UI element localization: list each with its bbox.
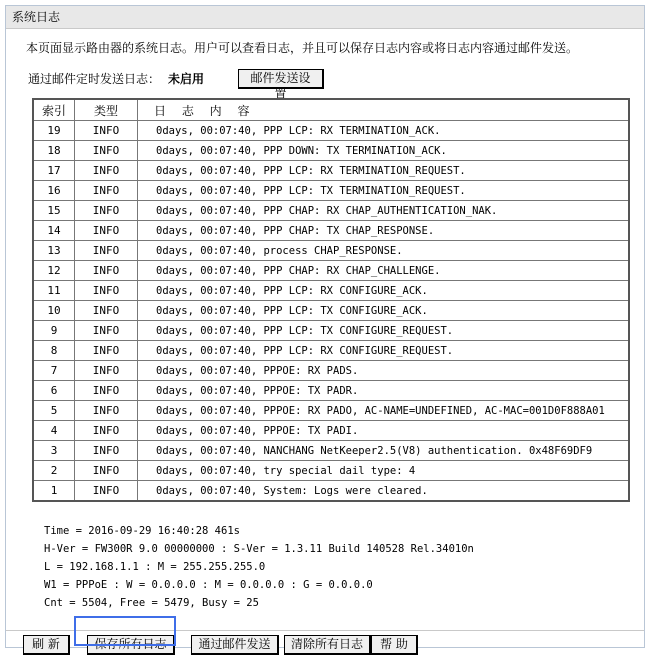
- system-time: Time = 2016-09-29 16:40:28 461s: [44, 525, 240, 537]
- log-index: 16: [33, 181, 75, 201]
- log-row: [33, 321, 629, 341]
- log-type: INFO: [75, 121, 138, 141]
- log-type: INFO: [75, 441, 138, 461]
- log-message: 0days, 00:07:40, PPP DOWN: TX TERMINATION_ACK.: [138, 141, 630, 161]
- log-row: [33, 461, 629, 481]
- log-type: INFO: [75, 461, 138, 481]
- log-type: INFO: [75, 261, 138, 281]
- log-message: 0days, 00:07:40, process CHAP_RESPONSE.: [138, 241, 630, 261]
- system-version: H-Ver = FW300R 9.0 00000000 : S-Ver = 1.3.11 Build 140528 Rel.34010n: [44, 543, 474, 555]
- email-schedule-row: [28, 68, 311, 101]
- log-row: [33, 141, 629, 161]
- log-index: 17: [33, 161, 75, 181]
- log-message: 0days, 00:07:40, try special dail type: 4: [138, 461, 630, 481]
- log-table-body: [33, 121, 629, 502]
- send-email-button[interactable]: 通过邮件发送: [191, 635, 279, 655]
- log-type: INFO: [75, 161, 138, 181]
- log-message: 0days, 00:07:40, PPP CHAP: RX CHAP_AUTHENTICATION_NAK.: [138, 201, 630, 221]
- log-row: [33, 481, 629, 502]
- system-info: [44, 522, 474, 612]
- refresh-button[interactable]: 刷 新: [23, 635, 70, 655]
- log-row: [33, 361, 629, 381]
- log-type: INFO: [75, 241, 138, 261]
- email-schedule-status: 未启用: [168, 72, 205, 86]
- log-row: [33, 181, 629, 201]
- log-message: 0days, 00:07:40, PPP LCP: RX TERMINATION_REQUEST.: [138, 161, 630, 181]
- log-index: 5: [33, 401, 75, 421]
- log-type: INFO: [75, 321, 138, 341]
- log-type: INFO: [75, 401, 138, 421]
- log-row: [33, 301, 629, 321]
- log-message: 0days, 00:07:40, System: Logs were cleared.: [138, 481, 630, 502]
- log-type: INFO: [75, 341, 138, 361]
- system-wan: W1 = PPPoE : W = 0.0.0.0 : M = 0.0.0.0 : G = 0.0.0.0: [44, 579, 373, 591]
- log-type: INFO: [75, 181, 138, 201]
- log-row: [33, 401, 629, 421]
- log-message: 0days, 00:07:40, NANCHANG NetKeeper2.5(V8) authentication. 0x48F69DF9: [138, 441, 630, 461]
- log-message: 0days, 00:07:40, PPP LCP: RX TERMINATION_ACK.: [138, 121, 630, 141]
- log-row: [33, 221, 629, 241]
- log-message: 0days, 00:07:40, PPPOE: TX PADR.: [138, 381, 630, 401]
- log-type: INFO: [75, 361, 138, 381]
- log-index: 15: [33, 201, 75, 221]
- log-type: INFO: [75, 201, 138, 221]
- log-type: INFO: [75, 381, 138, 401]
- log-type: INFO: [75, 301, 138, 321]
- page-description: 本页面显示路由器的系统日志。用户可以查看日志，并且可以保存日志内容或将日志内容通过邮件发送。: [26, 41, 579, 55]
- log-index: 10: [33, 301, 75, 321]
- action-bar: [6, 630, 644, 650]
- log-index: 8: [33, 341, 75, 361]
- save-all-logs-button[interactable]: 保存所有日志: [87, 635, 175, 655]
- log-row: [33, 241, 629, 261]
- log-message: 0days, 00:07:40, PPP LCP: RX CONFIGURE_ACK.: [138, 281, 630, 301]
- log-message: 0days, 00:07:40, PPP CHAP: TX CHAP_RESPONSE.: [138, 221, 630, 241]
- log-index: 9: [33, 321, 75, 341]
- log-row: [33, 261, 629, 281]
- system-memory: Cnt = 5504, Free = 5479, Busy = 25: [44, 597, 259, 609]
- log-table: [32, 98, 630, 502]
- log-message: 0days, 00:07:40, PPPOE: TX PADI.: [138, 421, 630, 441]
- log-index: 3: [33, 441, 75, 461]
- log-message: 0days, 00:07:40, PPP LCP: TX CONFIGURE_ACK.: [138, 301, 630, 321]
- log-index: 11: [33, 281, 75, 301]
- log-type: INFO: [75, 221, 138, 241]
- log-table-header: [33, 99, 629, 121]
- log-row: [33, 441, 629, 461]
- log-row: [33, 381, 629, 401]
- email-schedule-label: 通过邮件定时发送日志：: [28, 72, 161, 86]
- log-message: 0days, 00:07:40, PPP LCP: TX CONFIGURE_REQUEST.: [138, 321, 630, 341]
- system-lan: L = 192.168.1.1 : M = 255.255.255.0: [44, 561, 266, 573]
- log-message: 0days, 00:07:40, PPP LCP: TX TERMINATION_REQUEST.: [138, 181, 630, 201]
- log-index: 2: [33, 461, 75, 481]
- header-type: 类型: [75, 99, 138, 121]
- log-message: 0days, 00:07:40, PPPOE: RX PADO, AC-NAME=UNDEFINED, AC-MAC=001D0F888A01: [138, 401, 630, 421]
- log-index: 13: [33, 241, 75, 261]
- log-type: INFO: [75, 421, 138, 441]
- log-index: 7: [33, 361, 75, 381]
- log-type: INFO: [75, 481, 138, 502]
- log-index: 19: [33, 121, 75, 141]
- log-index: 18: [33, 141, 75, 161]
- log-message: 0days, 00:07:40, PPP CHAP: RX CHAP_CHALLENGE.: [138, 261, 630, 281]
- log-index: 6: [33, 381, 75, 401]
- email-settings-button[interactable]: 邮件发送设置: [238, 69, 324, 89]
- log-message: 0days, 00:07:40, PPP LCP: RX CONFIGURE_REQUEST.: [138, 341, 630, 361]
- log-row: [33, 421, 629, 441]
- header-index: 索引: [33, 99, 75, 121]
- clear-all-logs-button[interactable]: 清除所有日志: [284, 635, 371, 655]
- panel-title: 系统日志: [6, 6, 644, 29]
- log-index: 1: [33, 481, 75, 502]
- log-index: 12: [33, 261, 75, 281]
- help-button[interactable]: 帮 助: [371, 635, 418, 655]
- log-type: INFO: [75, 141, 138, 161]
- log-row: [33, 201, 629, 221]
- log-row: [33, 341, 629, 361]
- log-index: 14: [33, 221, 75, 241]
- log-row: [33, 281, 629, 301]
- log-message: 0days, 00:07:40, PPPOE: RX PADS.: [138, 361, 630, 381]
- log-row: [33, 161, 629, 181]
- log-index: 4: [33, 421, 75, 441]
- log-type: INFO: [75, 281, 138, 301]
- log-row: [33, 121, 629, 141]
- header-content: 日 志 内 容: [138, 99, 630, 121]
- system-log-panel: [5, 5, 645, 651]
